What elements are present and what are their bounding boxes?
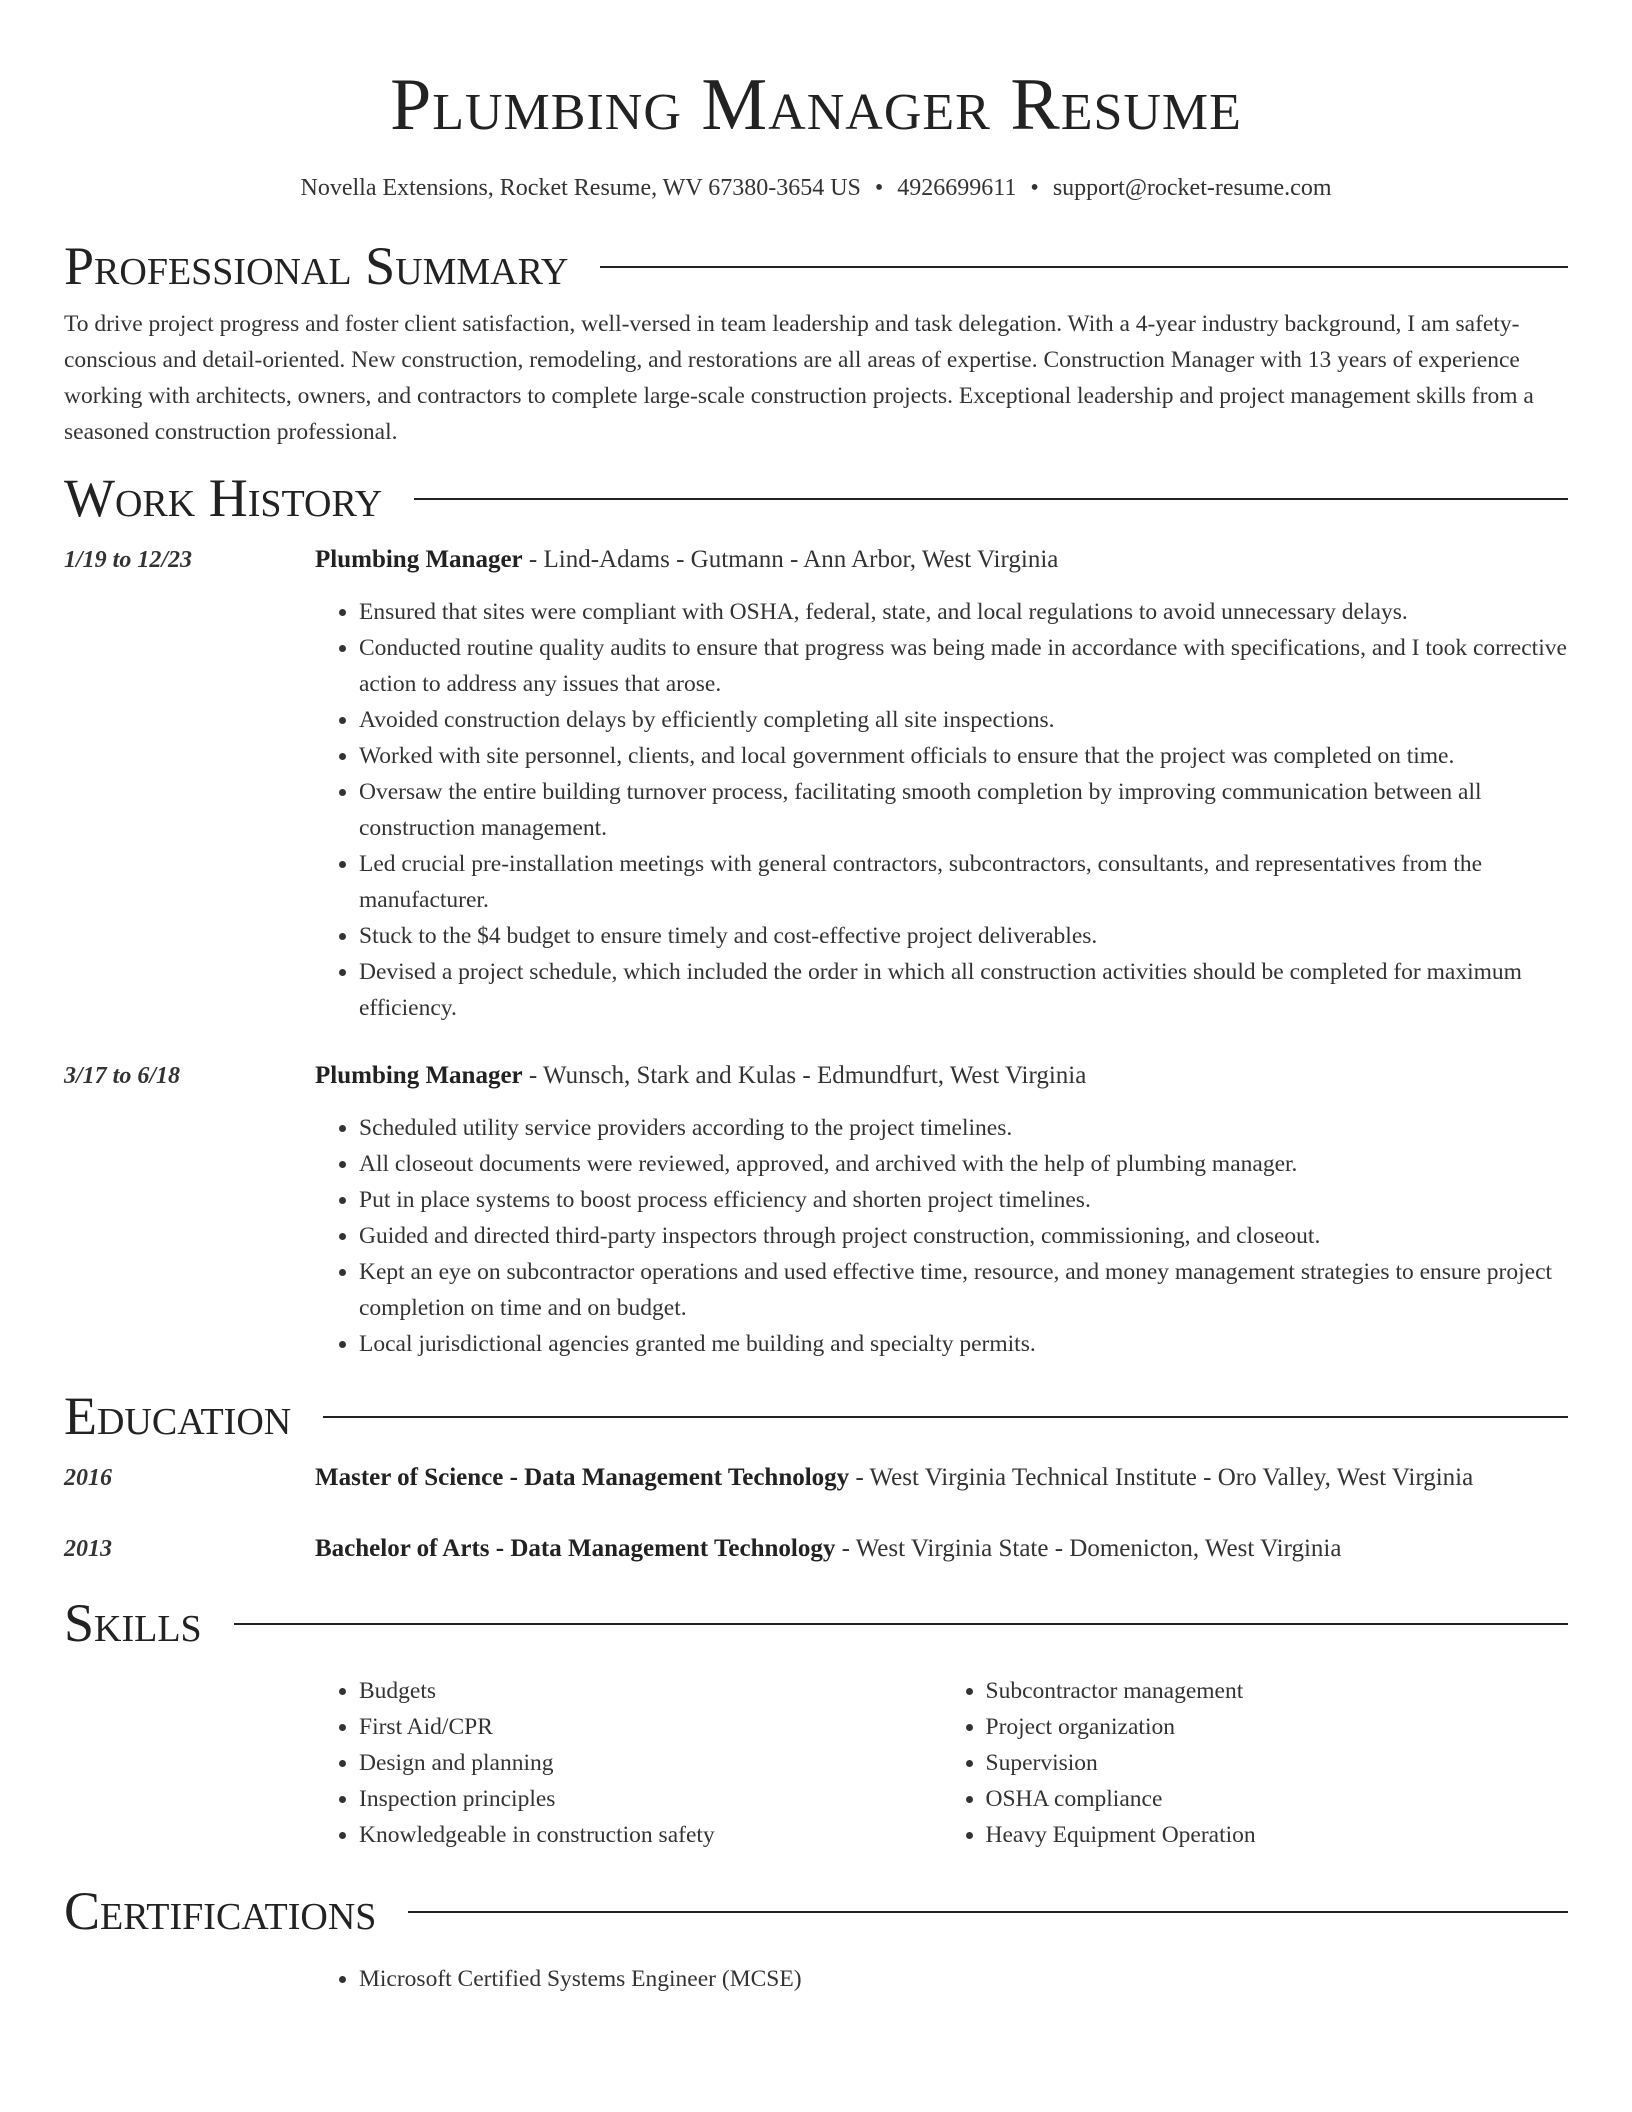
section-header-skills	[64, 1591, 1568, 1655]
list-item: • Stuck to the $4 budget to ensure timely and cost-effective project deliverables.	[359, 918, 1568, 954]
education-year: 2013	[64, 1536, 112, 1562]
list-item: • Microsoft Certified Systems Engineer (MCSE)	[359, 1961, 1568, 1997]
summary-text: To drive project progress and foster client satisfaction, well-versed in team leadership and task delegation. With a 4-year industry background, I am safety-conscious and detail-oriented. New construction, remodeling, and restorations are all areas of expertise. Construction Manager with 13 years of experience working with architects, owners, and contractors to complete large-scale construction projects. Exceptional leadership and project management skills from a seasoned construction professional.	[64, 311, 1534, 445]
list-item: • Devised a project schedule, which included the order in which all construction activities should be completed for maximum efficiency.	[359, 954, 1568, 1026]
job-header	[64, 542, 1568, 578]
list-item: • Local jurisdictional agencies granted me building and specialty permits.	[359, 1326, 1568, 1362]
education-entry	[64, 1531, 1568, 1567]
section-title-work: Work History	[64, 468, 383, 528]
list-item: • All closeout documents were reviewed, approved, and archived with the help of plumbing manager.	[359, 1146, 1568, 1182]
section-title-skills: Skills	[64, 1593, 202, 1653]
list-item: • Project organization	[986, 1709, 1569, 1745]
education-line	[315, 1531, 1341, 1567]
section-title-certifications: Certifications	[64, 1881, 377, 1941]
education-year: 2016	[64, 1465, 112, 1491]
list-item: • Worked with site personnel, clients, and local government officials to ensure that the project was completed on time.	[359, 738, 1568, 774]
education-details: - West Virginia Technical Institute - Oro Valley, West Virginia	[849, 1464, 1474, 1491]
list-item: • Oversaw the entire building turnover process, facilitating smooth completion by improving communication between all construction management.	[359, 774, 1568, 846]
contact-line	[64, 172, 1568, 204]
list-item: • Heavy Equipment Operation	[986, 1817, 1569, 1853]
education-degree: Bachelor of Arts - Data Management Technology	[315, 1535, 836, 1562]
skills-column-left	[315, 1673, 942, 1853]
job-entry	[64, 542, 1568, 1026]
contact-separator: •	[874, 175, 884, 201]
list-item: • Led crucial pre-installation meetings with general contractors, subcontractors, consultants, and representatives from the manufacturer.	[359, 846, 1568, 918]
section-header-certifications	[64, 1879, 1568, 1943]
resume-page	[64, 0, 1568, 1997]
list-item: • First Aid/CPR	[359, 1709, 942, 1745]
certifications-list	[315, 1961, 1568, 1997]
list-item: • Subcontractor management	[986, 1673, 1569, 1709]
list-item: • Budgets	[359, 1673, 942, 1709]
job-header	[64, 1058, 1568, 1094]
list-item: • Ensured that sites were compliant with OSHA, federal, state, and local regulations to avoid unnecessary delays.	[359, 594, 1568, 630]
education-entry	[64, 1460, 1568, 1496]
section-divider	[323, 1416, 1568, 1418]
list-item: • Put in place systems to boost process efficiency and shorten project timelines.	[359, 1182, 1568, 1218]
list-item: • Design and planning	[359, 1745, 942, 1781]
job-bullets	[315, 594, 1568, 1026]
section-header-education	[64, 1384, 1568, 1448]
list-item: • Avoided construction delays by efficiently completing all site inspections.	[359, 702, 1568, 738]
section-divider	[408, 1911, 1568, 1913]
list-item: • OSHA compliance	[986, 1781, 1569, 1817]
section-header-work	[64, 466, 1568, 530]
education-degree: Master of Science - Data Management Technology	[315, 1464, 850, 1491]
contact-phone: 4926699611	[897, 175, 1017, 201]
job-details: - Lind-Adams - Gutmann - Ann Arbor, West Virginia	[522, 546, 1059, 573]
contact-address: Novella Extensions, Rocket Resume, WV 67380-3654 US	[300, 175, 861, 201]
job-entry	[64, 1058, 1568, 1362]
list-item: • Guided and directed third-party inspectors through project construction, commissioning, and closeout.	[359, 1218, 1568, 1254]
education-line	[315, 1460, 1473, 1496]
job-dates: 1/19 to 12/23	[64, 547, 193, 573]
list-item: • Knowledgeable in construction safety	[359, 1817, 942, 1853]
list-item: • Inspection principles	[359, 1781, 942, 1817]
section-divider	[600, 266, 1568, 268]
resume-title: Plumbing Manager Resume	[390, 64, 1242, 146]
section-divider	[234, 1623, 1568, 1625]
education-details: - West Virginia State - Domenicton, West Virginia	[835, 1535, 1342, 1562]
job-details: - Wunsch, Stark and Kulas - Edmundfurt, West Virginia	[522, 1062, 1087, 1089]
section-header-summary	[64, 234, 1568, 298]
list-item: • Kept an eye on subcontractor operations and used effective time, resource, and money management strategies to ensure project completion on time and on budget.	[359, 1254, 1568, 1326]
list-item: • Supervision	[986, 1745, 1569, 1781]
list-item: • Conducted routine quality audits to ensure that progress was being made in accordance with specifications, and I took corrective action to address any issues that arose.	[359, 630, 1568, 702]
job-title-line	[315, 542, 1058, 578]
contact-email: support@rocket-resume.com	[1052, 175, 1332, 201]
job-role: Plumbing Manager	[315, 1062, 523, 1089]
section-divider	[414, 498, 1568, 500]
job-bullets	[315, 1110, 1568, 1362]
skills-column-right	[942, 1673, 1569, 1853]
section-title-education: Education	[64, 1386, 292, 1446]
job-dates: 3/17 to 6/18	[64, 1063, 181, 1089]
job-title-line	[315, 1058, 1086, 1094]
job-role: Plumbing Manager	[315, 546, 523, 573]
skills-list	[315, 1673, 1568, 1853]
contact-separator: •	[1030, 175, 1039, 201]
list-item: • Scheduled utility service providers according to the project timelines.	[359, 1110, 1568, 1146]
section-title-summary: Professional Summary	[64, 236, 569, 296]
